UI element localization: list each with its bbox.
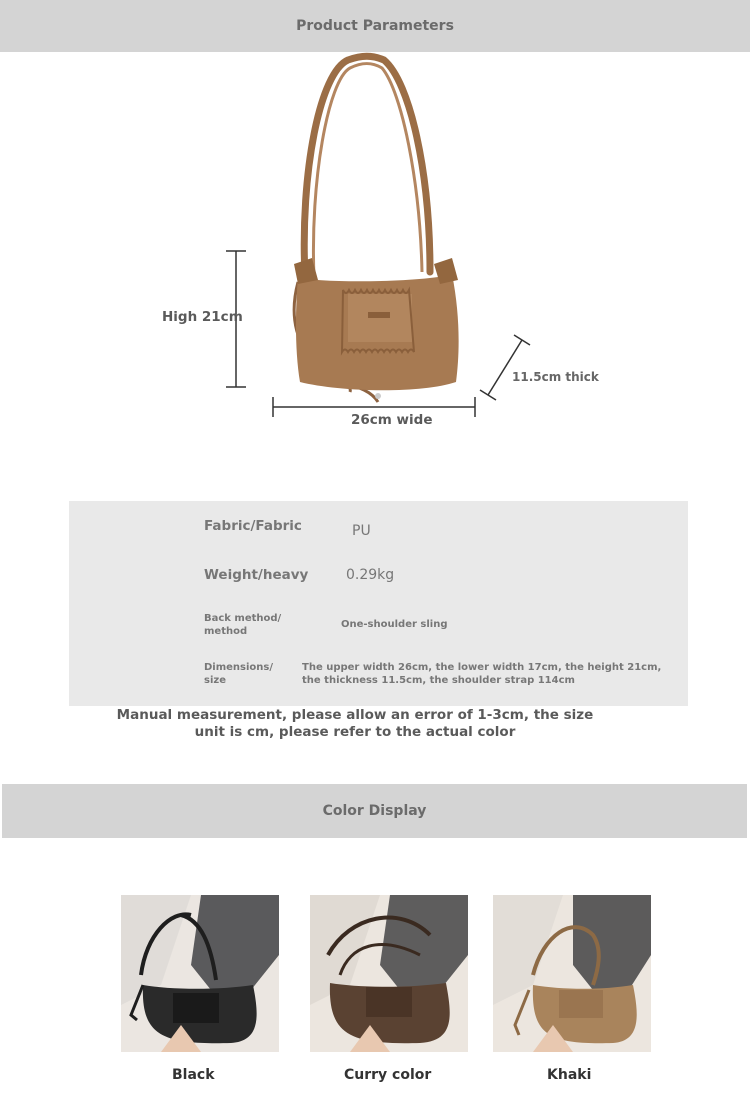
param-key-back-method: Back method/ method	[204, 613, 282, 637]
thickness-label: 11.5cm thick	[512, 370, 599, 384]
product-parameters-title: Product Parameters	[296, 18, 454, 34]
bag-dimension-illustration	[0, 52, 750, 472]
khaki-bag-photo	[493, 895, 651, 1052]
param-value-fabric: PU	[352, 523, 371, 539]
color-display-title: Color Display	[322, 803, 427, 819]
parameter-table	[69, 501, 688, 706]
curry-bag-photo	[310, 895, 468, 1052]
color-display-banner	[2, 784, 747, 838]
param-value-back-method: One-shoulder sling	[341, 619, 448, 630]
width-label: 26cm wide	[351, 412, 433, 428]
bag-cord-tip	[375, 393, 381, 399]
black-bag-photo	[121, 895, 279, 1052]
height-label: High 21cm	[162, 309, 243, 325]
measurement-note: Manual measurement, please allow an error of 1-3cm, the size unit is cm, please refer to the actual color	[100, 707, 610, 741]
bag-logo-patch	[368, 312, 390, 318]
thickness-tick-bottom	[480, 390, 496, 400]
param-value-dimensions: The upper width 26cm, the lower width 17cm, the height 21cm, the thickness 11.5cm, the shoulder strap 114cm	[302, 662, 662, 686]
color-label-khaki: Khaki	[547, 1067, 592, 1083]
bag-illustration-svg	[0, 52, 750, 472]
thickness-tick-top	[514, 335, 530, 345]
color-label-black: Black	[172, 1067, 215, 1083]
param-key-fabric: Fabric/Fabric	[204, 518, 302, 534]
color-label-curry: Curry color	[344, 1067, 432, 1083]
param-key-dimensions: Dimensions/ size	[204, 662, 274, 686]
param-key-weight: Weight/heavy	[204, 567, 309, 583]
color-swatch-black[interactable]	[121, 895, 279, 1052]
product-parameters-banner	[0, 0, 750, 52]
color-swatch-khaki[interactable]	[493, 895, 651, 1052]
color-swatch-curry[interactable]	[310, 895, 468, 1052]
param-value-weight: 0.29kg	[346, 567, 395, 583]
thickness-dimension-line	[488, 340, 522, 395]
